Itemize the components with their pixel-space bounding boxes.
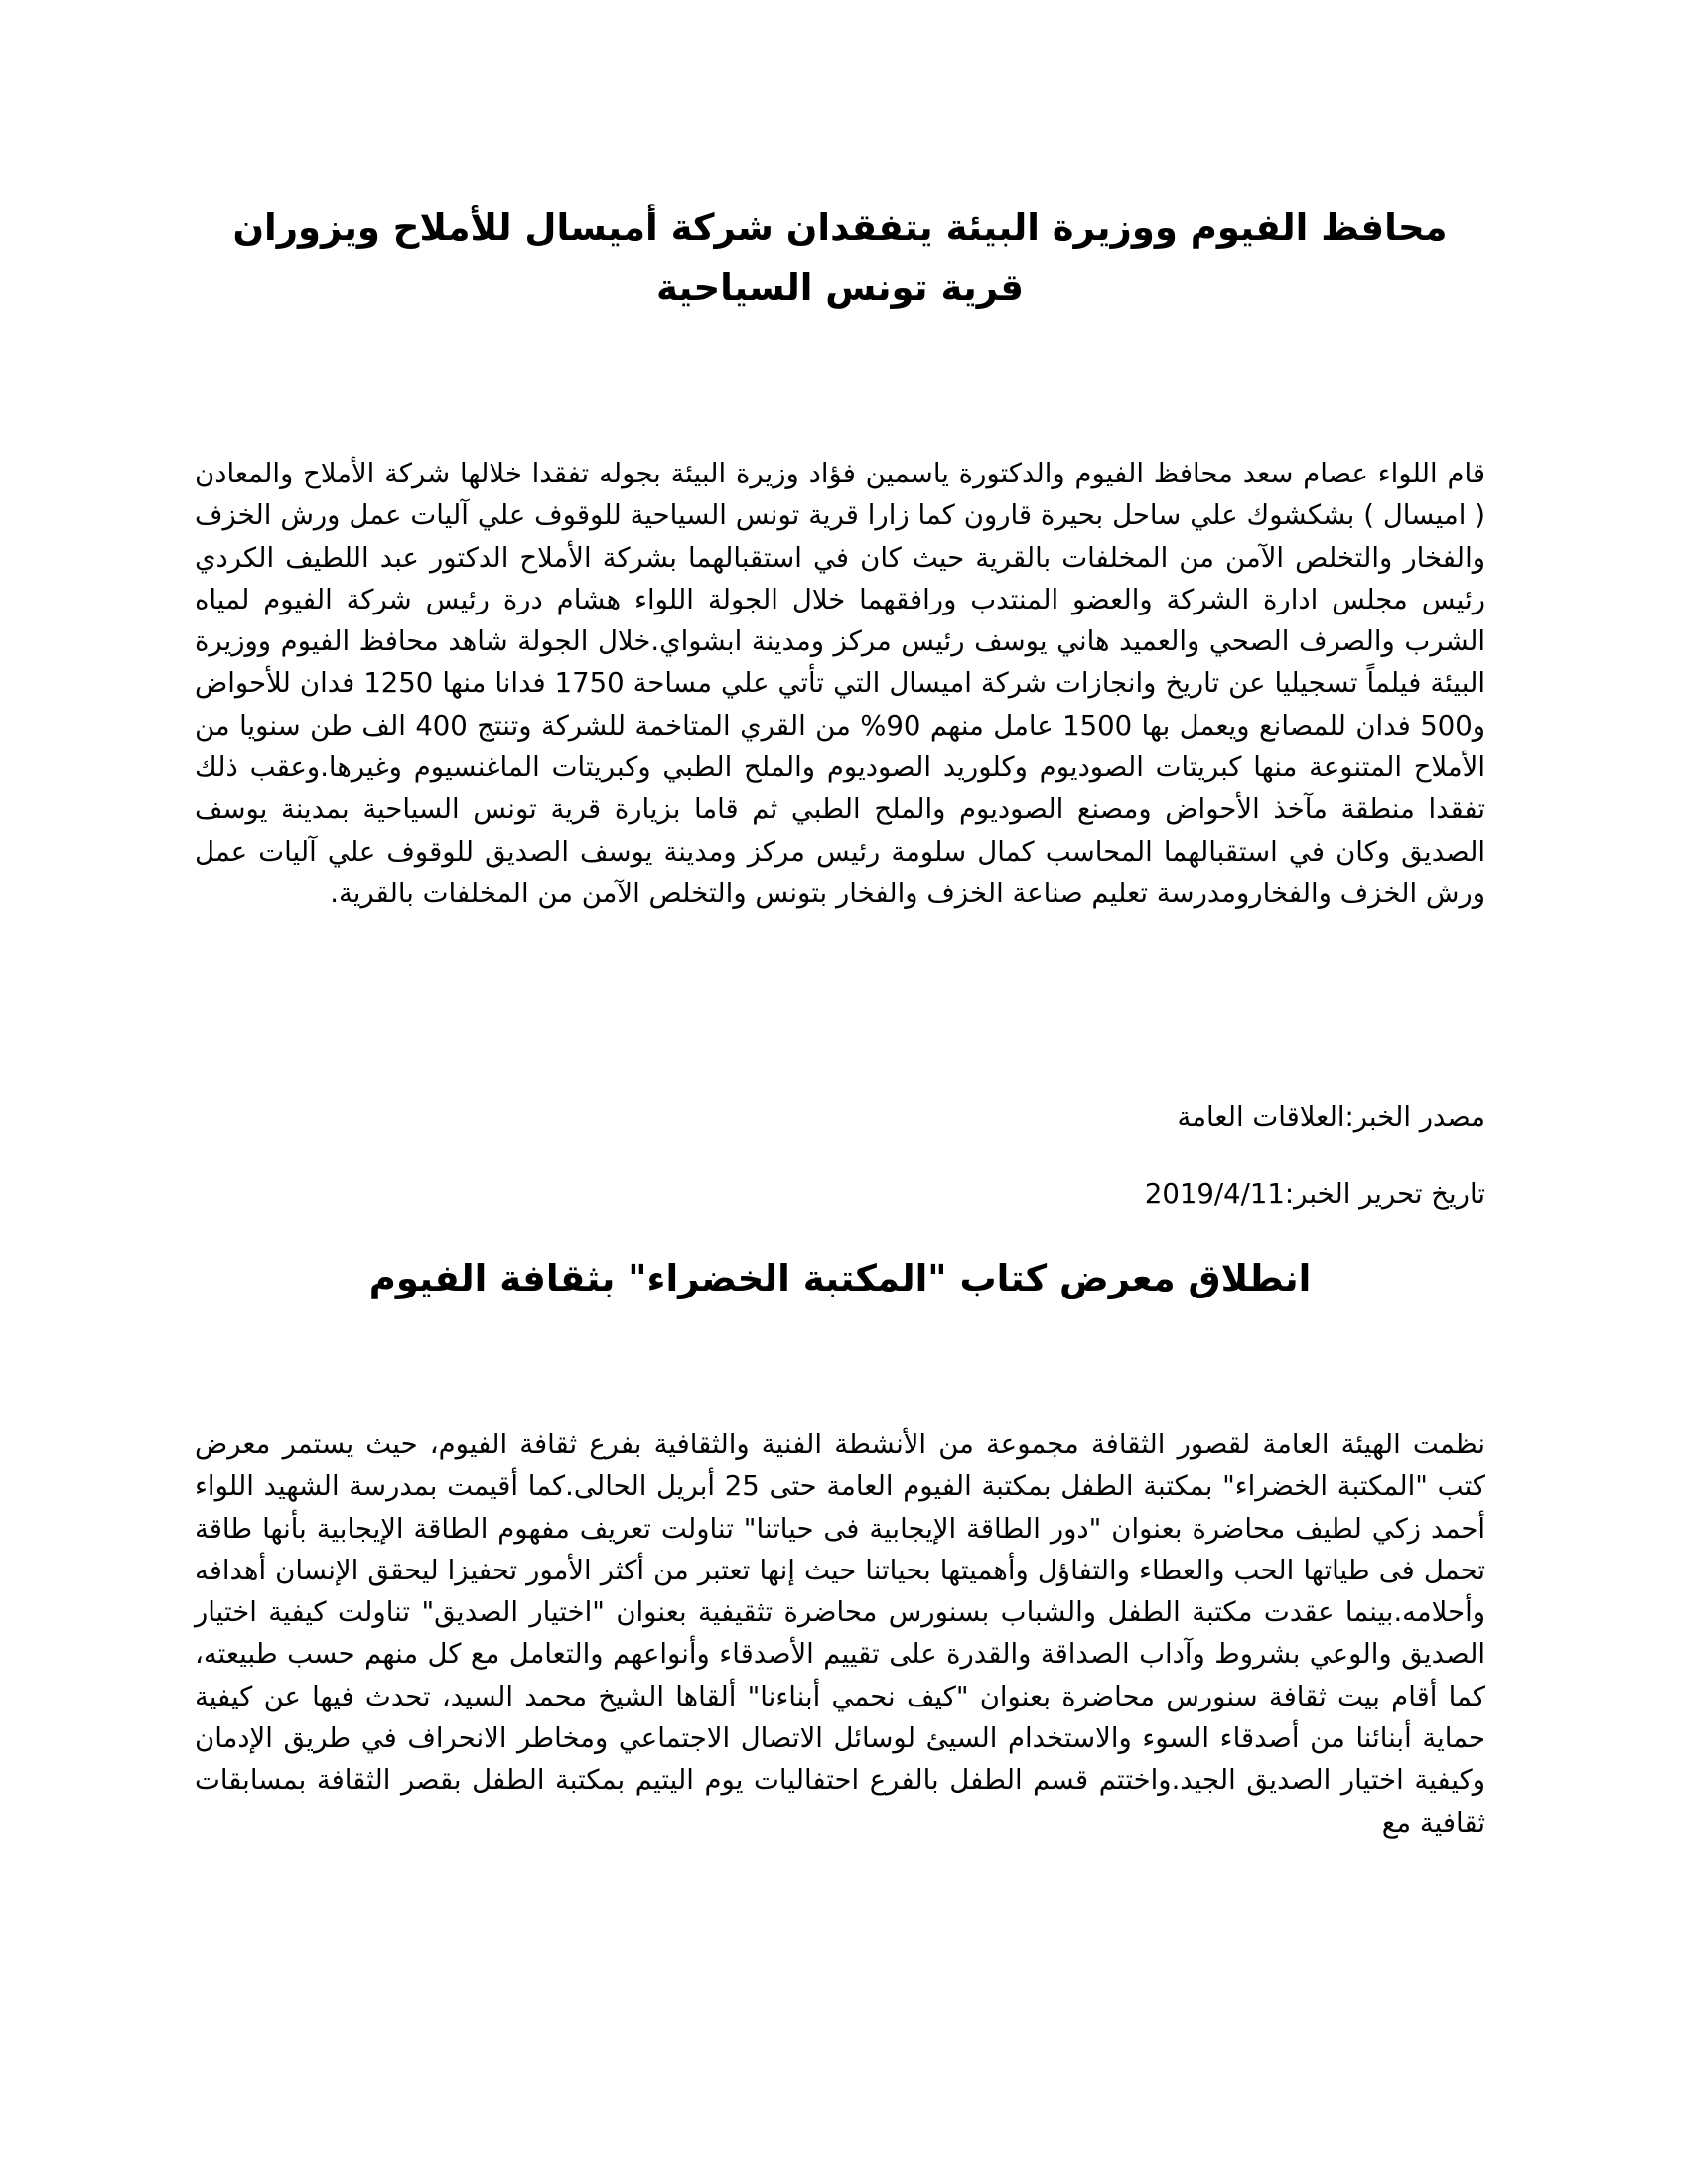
article-2-title: انطلاق معرض كتاب "المكتبة الخضراء" بثقافة الفيوم bbox=[368, 1257, 1312, 1299]
document-page bbox=[195, 0, 1485, 2184]
article-1-title: محافظ الفيوم ووزيرة البيئة يتفقدان شركة أميسال للأملاح ويزوران قرية تونس السياحية bbox=[232, 206, 1448, 309]
article-2-body: نظمت الهيئة العامة لقصور الثقافة مجموعة من الأنشطة الفنية والثقافية بفرع ثقافة الفيوم، حيث يستمر معرض كتب "المكتبة الخضراء" بمكتبة الطفل بمكتبة الفيوم العامة حتى 25 أبريل الحالى.كما أقيمت بمدرسة الشهيد اللواء أحمد زكي لطيف محاضرة بعنوان "دور الطاقة الإيجابية فى حياتنا" تناولت تعريف مفهوم الطاقة الإيجابية بأنها طاقة تحمل فى طياتها الحب والعطاء والتفاؤل وأهميتها بحياتنا حيث إنها تعتبر من أكثر الأمور تحفيزا ليحقق الإنسان أهدافه وأحلامه.بينما عقدت مكتبة الطفل والشباب بسنورس محاضرة تثقيفية بعنوان "اختيار الصديق" تناولت كيفية اختيار الصديق والوعي بشروط وآداب الصداقة والقدرة على تقييم الأصدقاء وأنواعهم والتعامل مع كل منهم حسب طبيعته، كما أقام بيت ثقافة سنورس محاضرة بعنوان "كيف نحمي أبناءنا" ألقاها الشيخ محمد السيد، تحدث فيها عن كيفية حماية أبنائنا من أصدقاء السوء والاستخدام السيئ لوسائل الاتصال الاجتماعي ومخاطر الانحراف في طريق الإدمان وكيفية اختيار الصديق الجيد.واختتم قسم الطفل بالفرع احتفاليات يوم اليتيم بمكتبة الطفل بقصر الثقافة بمسابقات ثقافية مع bbox=[195, 1429, 1486, 1839]
article-1-body: قام اللواء عصام سعد محافظ الفيوم والدكتورة ياسمين فؤاد وزيرة البيئة بجوله تفقدا خلالها شركة الأملاح والمعادن ( اميسال ) بشكشوك علي ساحل بحيرة قارون كما زارا قرية تونس السياحية للوقوف علي آليات عمل ورش الخزف والفخار والتخلص الآمن من المخلفات بالقرية حيث كان في استقبالهما بشركة الأملاح الدكتور عبد اللطيف الكردي رئيس مجلس ادارة الشركة والعضو المنتدب ورافقهما خلال الجولة اللواء هشام درة رئيس شركة الفيوم لمياه الشرب والصرف الصحي والعميد هاني يوسف رئيس مركز ومدينة ابشواي.خلال الجولة شاهد محافظ الفيوم ووزيرة البيئة فيلماً تسجيليا عن تاريخ وانجازات شركة اميسال التي تأتي علي مساحة 1750 فدانا منها 1250 فدان للأحواض و500 فدان للمصانع ويعمل بها 1500 عامل منهم 90% من القري المتاخمة للشركة وتنتج 400 الف طن سنويا من الأملاح المتنوعة منها كبريتات الصوديوم وكلوريد الصوديوم والملح الطبي وكبريتات الماغنسيوم وغيرها.وعقب ذلك تفقدا منطقة مآخذ الأحواض ومصنع الصوديوم والملح الطبي ثم قاما بزيارة قرية تونس السياحية بمدينة يوسف الصديق وكان في استقبالهما المحاسب كمال سلومة رئيس مركز ومدينة يوسف الصديق للوقوف علي آليات عمل ورش الخزف والفخارومدرسة تعليم صناعة الخزف والفخار بتونس والتخلص الآمن من المخلفات بالقرية. bbox=[195, 458, 1486, 909]
article-1-date: تاريخ تحرير الخبر:2019/4/11 bbox=[1144, 1178, 1485, 1210]
article-1-source: مصدر الخبر:العلاقات العامة bbox=[1177, 1101, 1485, 1133]
